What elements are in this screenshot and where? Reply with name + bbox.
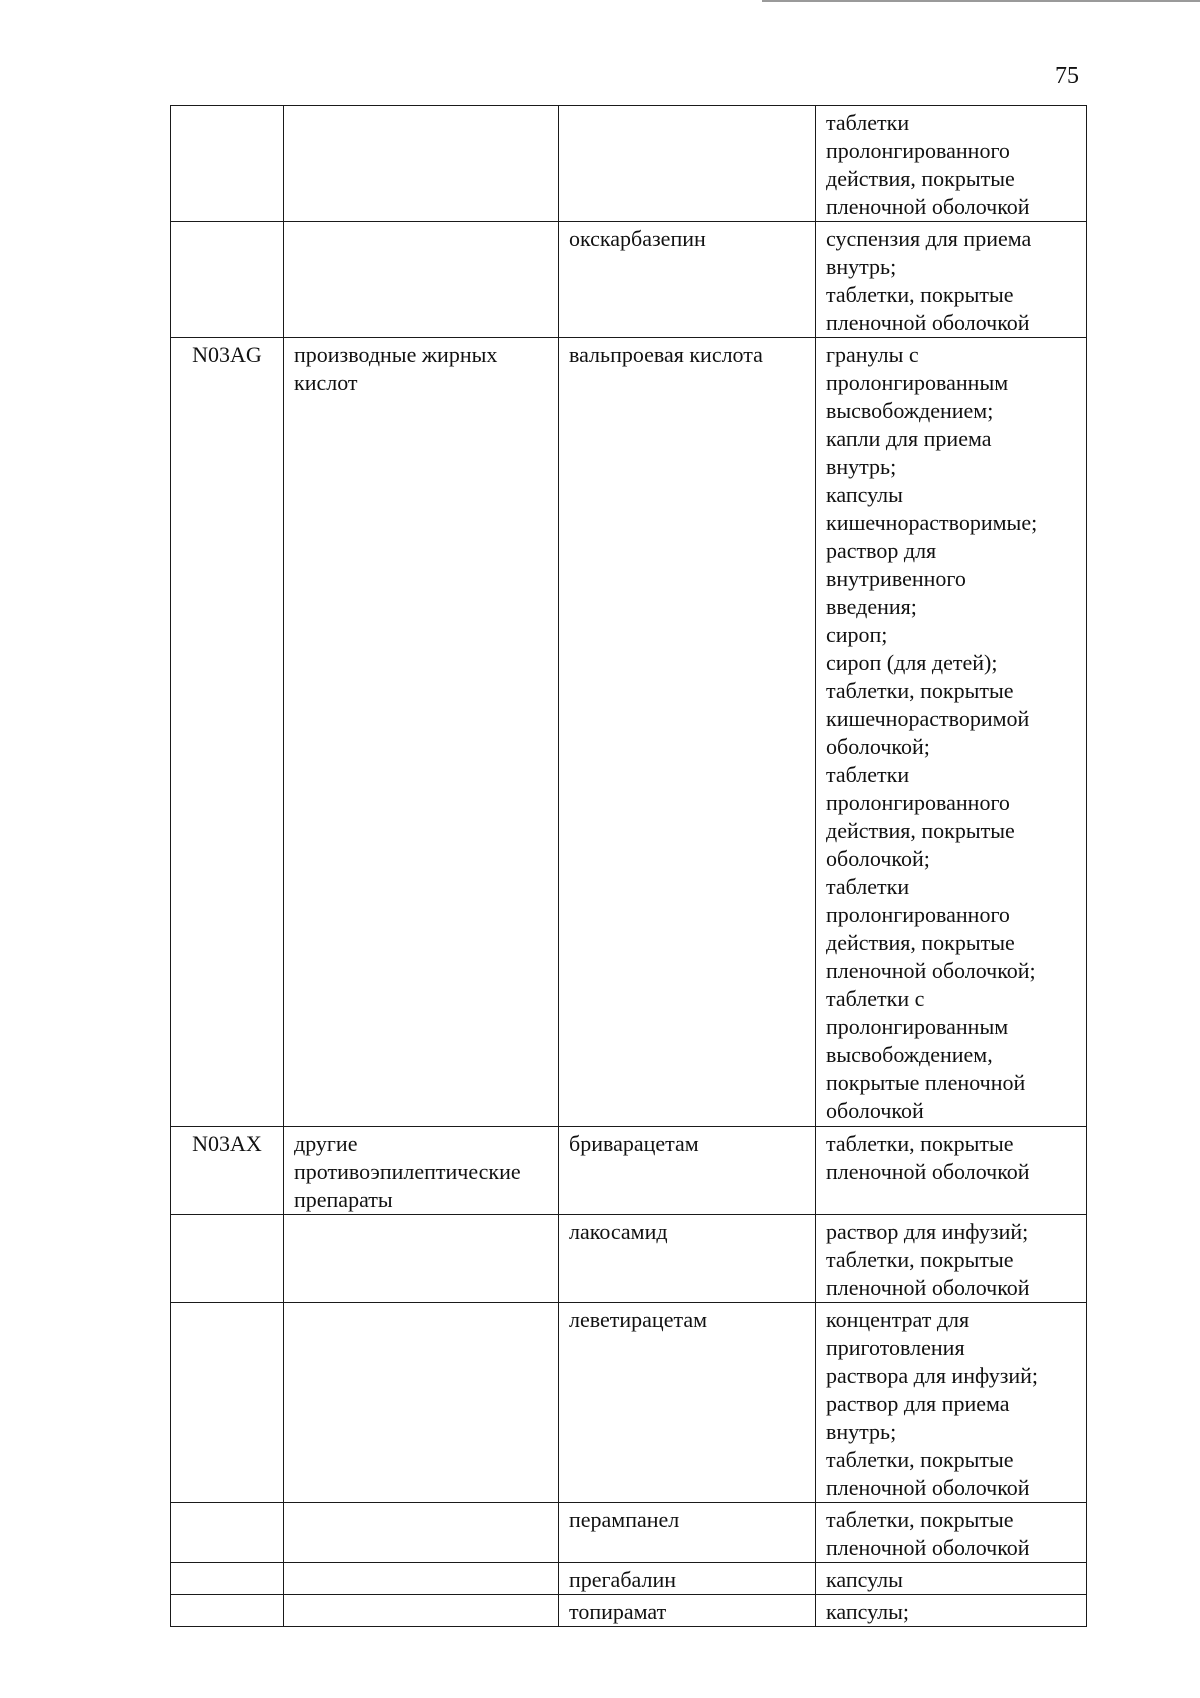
dosage-form-line: гранулы с — [826, 342, 919, 367]
dosage-forms-cell — [816, 1127, 1087, 1215]
drug-name-cell: окскарбазепин — [559, 222, 816, 338]
dosage-form-line: оболочкой — [826, 1098, 924, 1123]
dosage-form-line: пленочной оболочкой — [826, 1275, 1030, 1300]
dosage-form-line: таблетки, покрытые — [826, 282, 1014, 307]
pharmacological-group-cell — [284, 1303, 559, 1503]
dosage-form-line: действия, покрытые — [826, 818, 1015, 843]
dosage-form-line: капсулы — [826, 1567, 903, 1592]
dosage-form-line: пролонгированного — [826, 902, 1010, 927]
dosage-form-line: оболочкой; — [826, 846, 930, 871]
dosage-form-line: суспензия для приема — [826, 226, 1032, 251]
dosage-forms-cell — [816, 1503, 1087, 1563]
atc-code-cell — [171, 1303, 284, 1503]
pharmacological-group-cell — [284, 1503, 559, 1563]
dosage-form-line: введения; — [826, 594, 917, 619]
drug-name-cell — [559, 106, 816, 222]
table-row — [171, 222, 1087, 338]
pharmacological-group-cell — [284, 1563, 559, 1595]
dosage-form-line: раствор для инфузий; — [826, 1219, 1029, 1244]
table-body — [171, 106, 1087, 1627]
dosage-form-line: таблетки, покрытые — [826, 678, 1014, 703]
dosage-form-line: пленочной оболочкой — [826, 310, 1030, 335]
table-row — [171, 338, 1087, 1127]
dosage-form-line: таблетки, покрытые — [826, 1507, 1014, 1532]
page-number: 75 — [1055, 63, 1079, 89]
dosage-form-line: покрытые пленочной — [826, 1070, 1026, 1095]
dosage-form-line: капли для приема — [826, 426, 992, 451]
table-row — [171, 106, 1087, 222]
atc-code-cell — [171, 1563, 284, 1595]
dosage-form-line: внутрь; — [826, 254, 897, 279]
atc-code-cell — [171, 1595, 284, 1627]
pharmacological-group-cell — [284, 1215, 559, 1303]
atc-code-cell — [171, 1215, 284, 1303]
drug-name-cell: прегабалин — [559, 1563, 816, 1595]
dosage-form-line: действия, покрытые — [826, 166, 1015, 191]
dosage-form-line: таблетки — [826, 110, 910, 135]
dosage-form-line: пленочной оболочкой; — [826, 958, 1036, 983]
dosage-form-line: таблетки, покрытые — [826, 1131, 1014, 1156]
drug-table — [170, 105, 1087, 1627]
dosage-form-line: внутривенного — [826, 566, 966, 591]
dosage-form-line: таблетки, покрытые — [826, 1247, 1014, 1272]
table-row — [171, 1563, 1087, 1595]
dosage-form-line: пленочной оболочкой — [826, 1475, 1030, 1500]
dosage-form-line: пленочной оболочкой — [826, 194, 1030, 219]
table-row — [171, 1595, 1087, 1627]
dosage-form-line: высвобождением, — [826, 1042, 993, 1067]
table-row — [171, 1127, 1087, 1215]
drug-name-cell: леветирацетам — [559, 1303, 816, 1503]
atc-code-cell: N03AG — [171, 338, 284, 1127]
dosage-form-line: пролонгированным — [826, 370, 1009, 395]
dosage-form-line: раствор для приема — [826, 1391, 1010, 1416]
dosage-form-line: оболочкой; — [826, 734, 930, 759]
dosage-form-line: таблетки, покрытые — [826, 1447, 1014, 1472]
pharmacological-group-cell — [284, 106, 559, 222]
dosage-form-line: пленочной оболочкой — [826, 1535, 1030, 1560]
dosage-forms-cell — [816, 1303, 1087, 1503]
dosage-forms-cell — [816, 1563, 1087, 1595]
dosage-form-line: внутрь; — [826, 1419, 897, 1444]
atc-code-cell — [171, 106, 284, 222]
dosage-form-line: приготовления — [826, 1335, 965, 1360]
dosage-form-line: пролонгированного — [826, 138, 1010, 163]
dosage-form-line: раствор для — [826, 538, 937, 563]
dosage-form-line: сироп; — [826, 622, 888, 647]
dosage-form-line: сироп (для детей); — [826, 650, 998, 675]
drug-name-cell: вальпроевая кислота — [559, 338, 816, 1127]
pharmacological-group-cell — [284, 222, 559, 338]
dosage-form-line: высвобождением; — [826, 398, 994, 423]
table-row — [171, 1303, 1087, 1503]
pharmacological-group-cell — [284, 1595, 559, 1627]
drug-name-cell: бриварацетам — [559, 1127, 816, 1215]
dosage-forms-cell — [816, 1595, 1087, 1627]
dosage-form-line: таблетки — [826, 874, 910, 899]
dosage-forms-cell — [816, 106, 1087, 222]
drug-name-cell: перампанел — [559, 1503, 816, 1563]
drug-name-cell: топирамат — [559, 1595, 816, 1627]
dosage-form-line: таблетки — [826, 762, 910, 787]
dosage-form-line: пролонгированного — [826, 790, 1010, 815]
atc-code-cell: N03AX — [171, 1127, 284, 1215]
dosage-form-line: внутрь; — [826, 454, 897, 479]
pharmacological-group-cell: другие противоэпилептические препараты — [284, 1127, 559, 1215]
dosage-form-line: капсулы — [826, 482, 903, 507]
dosage-form-line: капсулы; — [826, 1599, 909, 1624]
scan-top-rule — [762, 0, 1200, 2]
dosage-form-line: действия, покрытые — [826, 930, 1015, 955]
atc-code-cell — [171, 222, 284, 338]
dosage-forms-cell — [816, 222, 1087, 338]
dosage-form-line: кишечнорастворимые; — [826, 510, 1038, 535]
dosage-form-line: кишечнорастворимой — [826, 706, 1030, 731]
dosage-forms-cell — [816, 338, 1087, 1127]
table-row — [171, 1215, 1087, 1303]
table-row — [171, 1503, 1087, 1563]
atc-code-cell — [171, 1503, 284, 1563]
drug-name-cell: лакосамид — [559, 1215, 816, 1303]
pharmacological-group-cell: производные жирных кислот — [284, 338, 559, 1127]
dosage-form-line: раствора для инфузий; — [826, 1363, 1039, 1388]
dosage-form-line: концентрат для — [826, 1307, 970, 1332]
dosage-form-line: таблетки с — [826, 986, 925, 1011]
dosage-form-line: пленочной оболочкой — [826, 1159, 1030, 1184]
dosage-form-line: пролонгированным — [826, 1014, 1009, 1039]
dosage-forms-cell — [816, 1215, 1087, 1303]
